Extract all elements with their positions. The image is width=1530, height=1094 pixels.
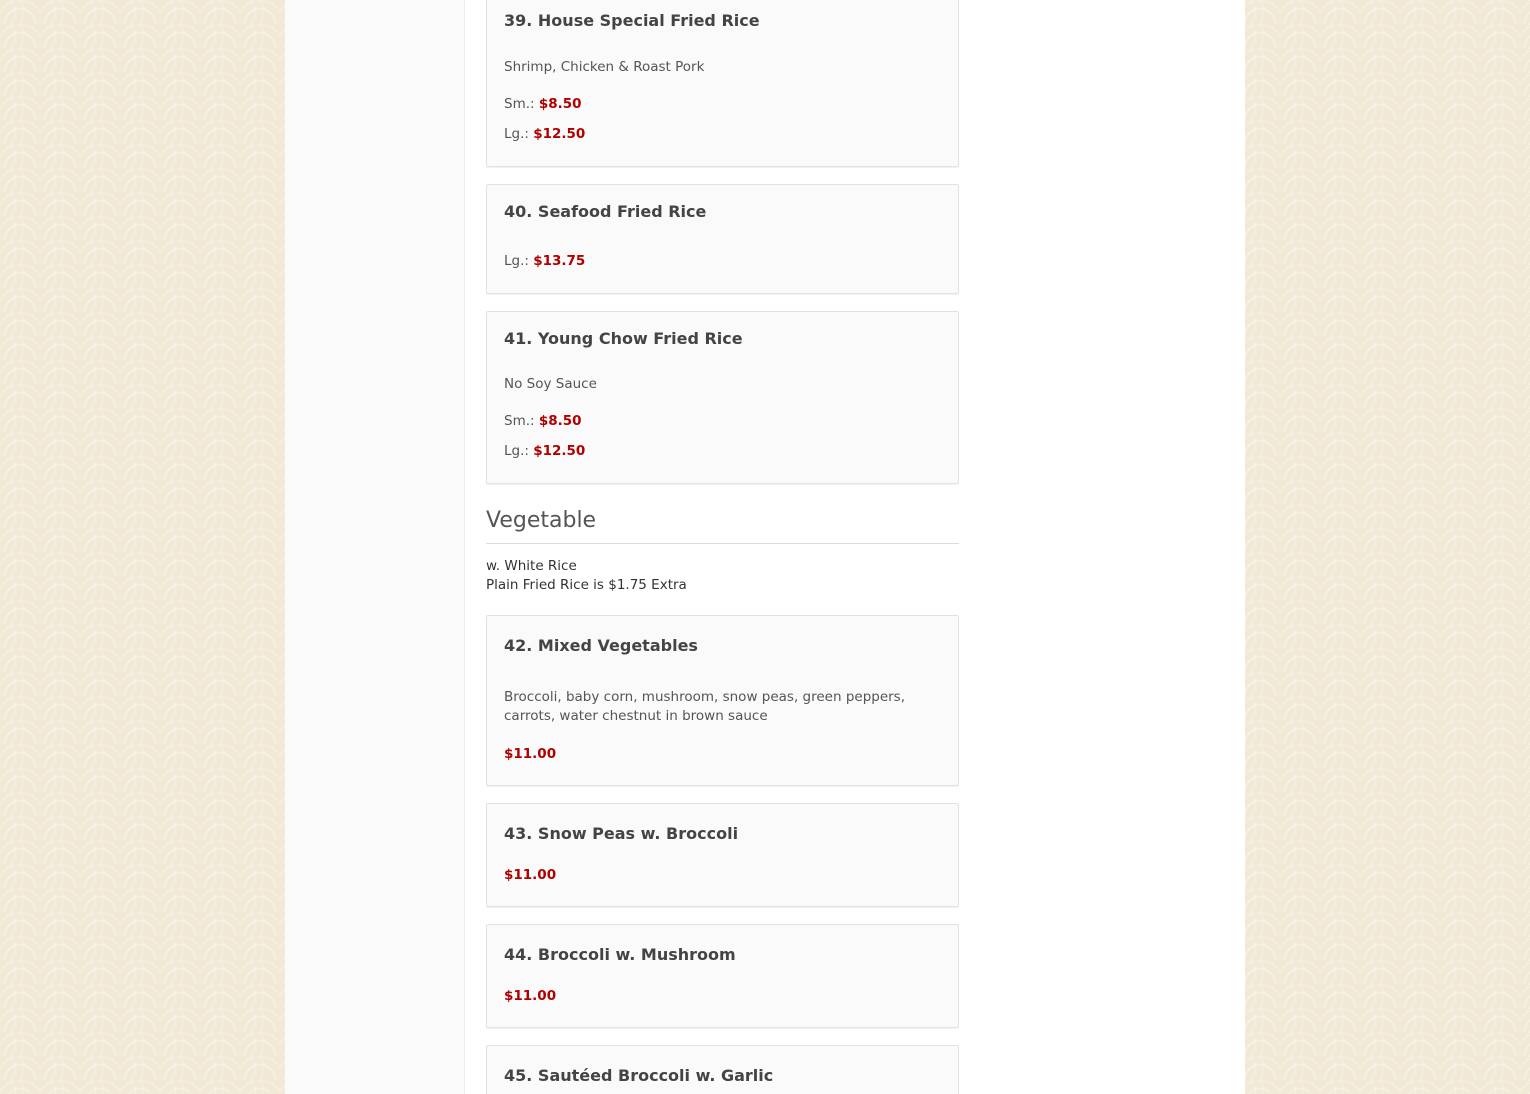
price-label: Sm.: <box>504 96 535 112</box>
menu-item-title: 43. Snow Peas w. Broccoli <box>504 824 739 843</box>
menu-item-card[interactable] <box>486 803 959 907</box>
menu-item-title: 39. House Special Fried Rice <box>504 11 760 30</box>
menu-item-card[interactable] <box>486 924 959 1028</box>
menu-item-title: 44. Broccoli w. Mushroom <box>504 945 736 964</box>
menu-item-card[interactable] <box>486 184 959 294</box>
menu-item-description: No Soy Sauce <box>504 376 597 392</box>
menu-item-card[interactable] <box>486 311 959 484</box>
price-amount: $12.50 <box>533 443 586 459</box>
price-label: Sm.: <box>504 413 535 429</box>
price-small <box>504 413 582 429</box>
price-large <box>504 443 585 459</box>
price <box>504 988 556 1004</box>
menu-item-title: 42. Mixed Vegetables <box>504 636 698 655</box>
price-large <box>504 253 585 269</box>
sidebar <box>285 0 465 1094</box>
menu-item-description: Shrimp, Chicken & Roast Pork <box>504 59 705 75</box>
menu-item-title: 41. Young Chow Fried Rice <box>504 329 743 348</box>
price-amount: $11.00 <box>504 746 557 762</box>
menu-item-title: 40. Seafood Fried Rice <box>504 202 707 221</box>
price <box>504 867 556 883</box>
price-small <box>504 96 582 112</box>
menu-item-card[interactable] <box>486 615 959 786</box>
price-amount: $8.50 <box>538 96 582 112</box>
price-large <box>504 126 585 142</box>
section-note: Plain Fried Rice is $1.75 Extra <box>486 577 687 593</box>
menu-item-description: Broccoli, baby corn, mushroom, snow peas, green peppers, carrots, water chestnut in brown sauce <box>504 689 906 724</box>
section-title: Vegetable <box>486 508 959 544</box>
price-label: Lg.: <box>504 443 529 459</box>
menu-item-card[interactable] <box>486 0 959 167</box>
price-amount: $8.50 <box>538 413 582 429</box>
section-note: w. White Rice <box>486 558 577 574</box>
price-amount: $11.00 <box>504 867 557 883</box>
price-label: Lg.: <box>504 126 529 142</box>
price-label: Lg.: <box>504 253 529 269</box>
menu-page <box>285 0 1245 1094</box>
menu-item-card[interactable] <box>486 1045 959 1094</box>
price-amount: $12.50 <box>533 126 586 142</box>
price <box>504 746 556 762</box>
price-amount: $13.75 <box>533 253 586 269</box>
menu-item-title: 45. Sautéed Broccoli w. Garlic <box>504 1066 774 1085</box>
price-amount: $11.00 <box>504 988 557 1004</box>
